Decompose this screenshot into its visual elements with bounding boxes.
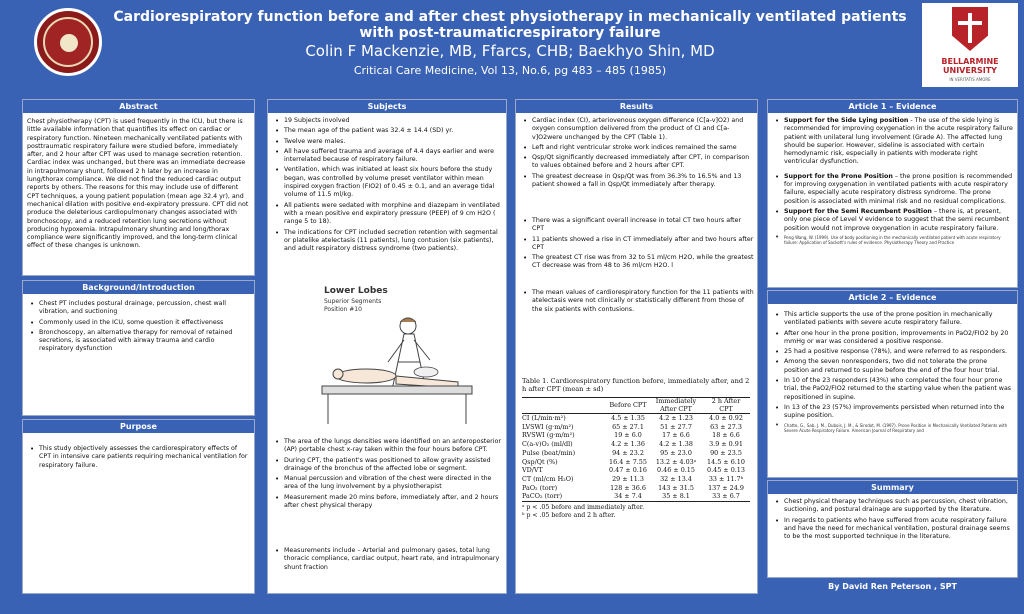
- summary-list: [768, 494, 1017, 541]
- list-item: • During CPT, the patient's was positioned to allow gravity assisted drainage of the bronchus of the affected lobe or segment.: [274, 457, 502, 474]
- table-cell: 0.45 ± 0.13: [707, 466, 745, 475]
- purpose-list: [23, 433, 254, 470]
- poster-header: [0, 0, 1024, 90]
- background-list: [23, 294, 254, 354]
- table-row-label: Qsp/Qt (%): [522, 457, 558, 466]
- list-item: • This study objectively assesses the cardiorespiratory effects of CPT in intensive care patients requiring mechanical ventilation for respiratory failure.: [29, 445, 248, 470]
- article2-panel: [767, 290, 1018, 478]
- shield-cross-bar: [958, 21, 982, 25]
- table-row: [522, 458, 750, 467]
- background-panel: [22, 280, 255, 416]
- figure-title: Lower Lobes: [324, 286, 388, 296]
- title-line-2: with post-traumaticrespiratory failure: [359, 25, 661, 41]
- results-table: [522, 397, 750, 502]
- table-cell: 29 ± 11.3: [612, 474, 644, 483]
- table-row-label: CI (L/min·m²): [522, 414, 566, 422]
- table-header: Before CPT: [606, 398, 650, 414]
- subjects-panel: [267, 99, 507, 594]
- seal-core: [60, 34, 78, 52]
- table-cell: 32 ± 13.4: [660, 474, 692, 483]
- list-item: • The greatest CT rise was from 32 to 51 ml/cm H2O, while the greatest CT decrease was from 48 to 36 ml/cm H2O. l: [522, 254, 754, 271]
- poster-title: [110, 9, 910, 41]
- list-item: • In 10 of the 23 responders (43%) who completed the four hour prone trial, the PaO2/FIO2 returned to the starting value when the patient was repositioned in supine.: [774, 377, 1013, 402]
- list-item: • In regards to patients who have suffered from acute respiratory failure and have the need for mechanical ventilation, postural drainage seems to be the most supported technique in the literature.: [774, 517, 1013, 542]
- list-item: [774, 173, 1013, 206]
- table-row: [522, 475, 750, 484]
- results-list-c: [522, 289, 754, 316]
- table-cell: 65 ± 27.1: [612, 422, 644, 431]
- table-row-label: C(a-v)O₂ (ml/dl): [522, 440, 573, 449]
- table-header-row: [522, 398, 750, 414]
- purpose-heading: Purpose: [23, 420, 254, 433]
- list-item: • This article supports the use of the prone position in mechanically ventilated patients with severe acute respiratory failure.: [774, 311, 1013, 328]
- article1-heading: Article 1 – Evidence: [768, 100, 1017, 113]
- table-cell: 0.47 ± 0.16: [609, 466, 647, 475]
- article2-list: [768, 304, 1017, 433]
- table-row-label: CT (ml/cm H₂O): [522, 474, 574, 483]
- table-row: [522, 440, 750, 449]
- table-header: [522, 398, 606, 414]
- list-item: • Bronchoscopy, an alternative therapy for removal of retained secretions, is associated with airway trauma and cardio respiratory dysfunction: [29, 329, 248, 354]
- list-item: • The indications for CPT included secretion retention with segmental or platelike atelectasis (11 patients), lung contusion (six patients), and adult respiratory distress syndrome (two patients).: [274, 229, 502, 254]
- background-heading: Background/Introduction: [23, 281, 254, 294]
- list-item: • Twelve were males.: [274, 138, 502, 146]
- bellarmine-logo: [922, 3, 1018, 87]
- table-cell: 3.9 ± 0.91: [709, 440, 743, 449]
- figure-subtitle-2: Position #10: [324, 306, 362, 313]
- list-item: • Among the seven nonresponders, two did not tolerate the prone position and returned to supine before the end of the four hour trial.: [774, 358, 1013, 375]
- table-cell: 17 ± 6.6: [662, 431, 690, 440]
- table-cell: 94 ± 23.2: [612, 448, 644, 457]
- subjects-list-top: [268, 113, 506, 253]
- table-cell: 51 ± 27.7: [660, 422, 692, 431]
- table-row: [522, 431, 750, 440]
- table-cell: 19 ± 6.0: [614, 431, 642, 440]
- table-cell: 4.2 ± 1.23: [659, 414, 693, 422]
- table-cell: 13.2 ± 4.03ᵃ: [655, 457, 697, 466]
- subjects-list-bottom: [274, 438, 502, 512]
- author-byline: By David Ren Peterson , SPT: [767, 580, 1018, 594]
- table-cell: 63 ± 27.3: [710, 422, 742, 431]
- table-cell: 137 ± 24.9: [708, 483, 744, 492]
- reference: • Chatte, G., Sab, J. M., Dubois, J. M., & Sirodot, M. (1997). Prone Position in Mechanically Ventilated Patients with Severe Acute Respiratory Failure. American Journal of Respiratory and: [774, 423, 1013, 433]
- reference: • Peng Wang, W. (1999). Use of body positioning in the mechanically ventilated patient with acute respiratory failure: Application of Sackett's rules of evidence. Physiotherapy Theory and Practice: [774, 235, 1013, 245]
- abstract-panel: [22, 99, 255, 276]
- list-item: • Ventilation, which was initiated at least six hours before the study began, was controlled by volume preset ventilator within mean inspired oxygen fraction (FIO2) of 0.45 ± 0.1, and an average tidal volume of 11.5 ml/kg.: [274, 166, 502, 199]
- list-item: • Measurements include – Arterial and pulmonary gases, total lung thoracic compliance, cardiac output, heart rate, and intrapulmonary shunt fraction: [274, 547, 502, 572]
- results-list-a: [516, 113, 757, 189]
- article1-panel: [767, 99, 1018, 288]
- table-row-label: PaCO₂ (torr): [522, 492, 563, 501]
- logo-name: BELLARMINE UNIVERSITY: [941, 57, 999, 75]
- list-item: [774, 208, 1013, 233]
- article2-heading: Article 2 – Evidence: [768, 291, 1017, 304]
- table-cell: 14.5 ± 6.10: [707, 457, 745, 466]
- list-item: • After one hour in the prone position, improvements in PaO2/FIO2 by 20 mmHg or war was considered a positive response.: [774, 330, 1013, 347]
- logo-motto: IN VERITATIS AMORE: [949, 77, 991, 82]
- shield-cross: [968, 13, 972, 43]
- table-footnotes: [522, 504, 754, 519]
- table-body: [522, 414, 750, 502]
- list-item: • Chest physical therapy techniques such as percussion, chest vibration, suctioning, and postural drainage are supported by the literature.: [774, 498, 1013, 515]
- list-item: • Manual percussion and vibration of the chest were directed in the area of the lung involvement by a physiotherapist: [274, 475, 502, 492]
- subjects-heading: Subjects: [268, 100, 506, 113]
- list-item: • Qsp/Qt significantly decreased immediately after CPT, in comparison to values obtained before and 2 hours after CPT.: [522, 154, 753, 171]
- university-seal-logo: [34, 8, 102, 76]
- list-item: • Cardiac index (CI), arteriovenous oxygen difference (C[a-v]O2) and oxygen consumption delivered from the product of CI and C[a-v]O2were unchanged by the CPT (Table 1).: [522, 117, 753, 142]
- table-row: [522, 484, 750, 493]
- footnote-b: ᵇ p < .05 before and 2 h after.: [522, 511, 616, 519]
- item-text: – there is, at present, only one piece of Level V evidence to suggest that the semi recumbent position would not improve oxygenation in acute respiratory failure.: [784, 207, 1010, 232]
- postural-drainage-figure: [308, 282, 488, 432]
- list-item: • There was a significant overall increase in total CT two hours after CPT: [522, 217, 754, 234]
- list-item: • The mean age of the patient was 32.4 ± 14.4 (SD) yr.: [274, 127, 502, 135]
- list-item: • Commonly used in the ICU, some question it effectiveness: [29, 319, 248, 327]
- table-row-label: PaO₂ (torr): [522, 483, 558, 492]
- journal-citation: Critical Care Medicine, Vol 13, No.6, pg 483 – 485 (1985): [353, 64, 667, 77]
- results-panel: [515, 99, 758, 594]
- list-item: • Left and right ventricular stroke work indices remained the same: [522, 144, 753, 152]
- list-item: • All have suffered trauma and average of 4.4 days earlier and were interrelated because of respiratory failure.: [274, 148, 502, 165]
- item-bold: Support for the Prone Position: [784, 172, 893, 180]
- table-cell: 34 ± 7.4: [614, 492, 642, 501]
- summary-panel: [767, 480, 1018, 578]
- table-cell: 4.2 ± 1.38: [659, 440, 693, 449]
- list-item: • Measurement made 20 mins before, immediately after, and 2 hours after chest physical therapy: [274, 494, 502, 511]
- purpose-panel: [22, 419, 255, 594]
- table-1: [522, 377, 754, 519]
- table-row: [522, 492, 750, 501]
- abstract-text: Chest physiotherapy (CPT) is used frequently in the ICU, but there is little available information that quantifies its effect on cardiac or respiratory function. Nineteen mechanically ventilated patients with posttraumatic respiratory failure were studied before, immediately after, and 2 hour after CPT was used to manage secretion retention. Cardiac index was unchanged, but there was an immediate decrease in intrapulmonary shunt, followed 2 h later by an increase in lung/thorax compliance. We did not find the reduced cardiac output reports by others. The reasons for this may include use of different CPT techniques, a young patient population (mean age 32.4 yr), and mechanical dilation with positive end-expiratory pressure. CPT did not produce the deleterious cardiopulmonary changes associated with bronchoscopy, and a reduced retention lung secretions without producing hypoxemia. Intrapulmonary shunting and long/thorax compliance were significantly improved, and the long-term clinical effect of these changes is unknown.: [27, 118, 249, 250]
- list-item: • In 13 of the 23 (57%) improvements persisted when returned into the supine position.: [774, 404, 1013, 421]
- table-cell: 4.5 ± 1.35: [611, 414, 645, 422]
- table-cell: 33 ± 6.7: [712, 492, 740, 501]
- list-item: [774, 117, 1013, 167]
- list-item: • 11 patients showed a rise in CT immediately after and two hours after CPT: [522, 236, 754, 253]
- table-cell: 95 ± 23.0: [660, 448, 692, 457]
- subjects-list-measure: [274, 547, 502, 574]
- table-cell: 4.2 ± 1.36: [611, 440, 645, 449]
- results-heading: Results: [516, 100, 757, 113]
- authors: Colin F Mackenzie, MB, Ffarcs, CHB; Baekhyo Shin, MD: [305, 42, 715, 60]
- list-item: • 19 Subjects involved: [274, 117, 502, 125]
- table-row: [522, 449, 750, 458]
- article1-list: [768, 113, 1017, 245]
- title-line-1: Cardiorespiratory function before and after chest physiotherapy in mechanically ventilated patients: [113, 9, 907, 25]
- table-cell: 90 ± 23.5: [710, 448, 742, 457]
- table-header: Immediately After CPT: [650, 398, 702, 414]
- table-cell: 0.46 ± 0.15: [657, 466, 695, 475]
- table-cell: 16.4 ± 7.55: [609, 457, 647, 466]
- table-row-label: RVSWI (g·m/m²): [522, 431, 575, 440]
- table-row-label: VD/VT: [522, 466, 543, 475]
- list-item: • The mean values of cardiorespiratory function for the 11 patients with atelectasis were not clinically or statistically different from those of the six patients with contusions.: [522, 289, 754, 314]
- item-text: - The use of the side lying is recommended for improving oxygenation in the acute respiratory failure patient with unilateral lung involvement (Grade A). The affected lung should be superior. However, sideline is associated with certain hemodynamic risk, especially in patients with moderate right ventricular dysfunction.: [784, 117, 1013, 166]
- abstract-heading: Abstract: [23, 100, 254, 113]
- results-list-b: [522, 217, 754, 273]
- list-item: • All patients were sedated with morphine and diazepam in ventilated with a mean positive end expiratory pressure (PEEP) of 9 cm H2O ( range 5 to 18).: [274, 202, 502, 227]
- therapist-patient-drawing: [308, 312, 488, 432]
- table-row: [522, 414, 750, 423]
- table-caption: Table 1. Cardiorespiratory function before, immediately after, and 2 h after CPT (mean ± sd): [522, 377, 750, 393]
- table-header: 2 h After CPT: [702, 398, 750, 414]
- table-row: [522, 423, 750, 432]
- list-item: • 25 had a positive response (78%), and were referred to as responders.: [774, 348, 1013, 356]
- footnote-a: ᵃ p < .05 before and immediately after.: [522, 504, 645, 512]
- item-bold: Support for the Semi Recumbent Position: [784, 207, 932, 215]
- table-cell: 128 ± 36.6: [610, 483, 646, 492]
- item-text: – the prone position is recommended for improving oxygenation in ventilated patients with acute respiratory failure, especially acute respiratory distress syndrome. The prone position is associated with minimal risk and no residual complications.: [784, 172, 1013, 205]
- table-cell: 4.0 ± 0.92: [709, 414, 743, 422]
- table-cell: 33 ± 11.7ᵇ: [708, 474, 744, 483]
- table-row-label: Pulse (beat/min): [522, 448, 576, 457]
- list-item: • Chest PT includes postural drainage, percussion, chest wall vibration, and suctioning: [29, 300, 248, 317]
- summary-heading: Summary: [768, 481, 1017, 494]
- table-cell: 18 ± 6.6: [712, 431, 740, 440]
- table-row-label: LVSWI (g·m/m²): [522, 422, 574, 431]
- figure-subtitle-1: Superior Segments: [324, 298, 382, 305]
- item-bold: Support for the Side Lying position: [784, 117, 909, 124]
- list-item: • The greatest decrease in Qsp/Qt was from 36.3% to 16.5% and 13 patient showed a fall in Qsp/Qt immediately after therapy.: [522, 173, 753, 190]
- table-row: [522, 466, 750, 475]
- list-item: • The area of the lungs densities were identified on an anteroposterior (AP) portable chest x-ray taken within the four hours before CPT.: [274, 438, 502, 455]
- table-cell: 35 ± 8.1: [662, 492, 690, 501]
- table-cell: 143 ± 31.5: [658, 483, 694, 492]
